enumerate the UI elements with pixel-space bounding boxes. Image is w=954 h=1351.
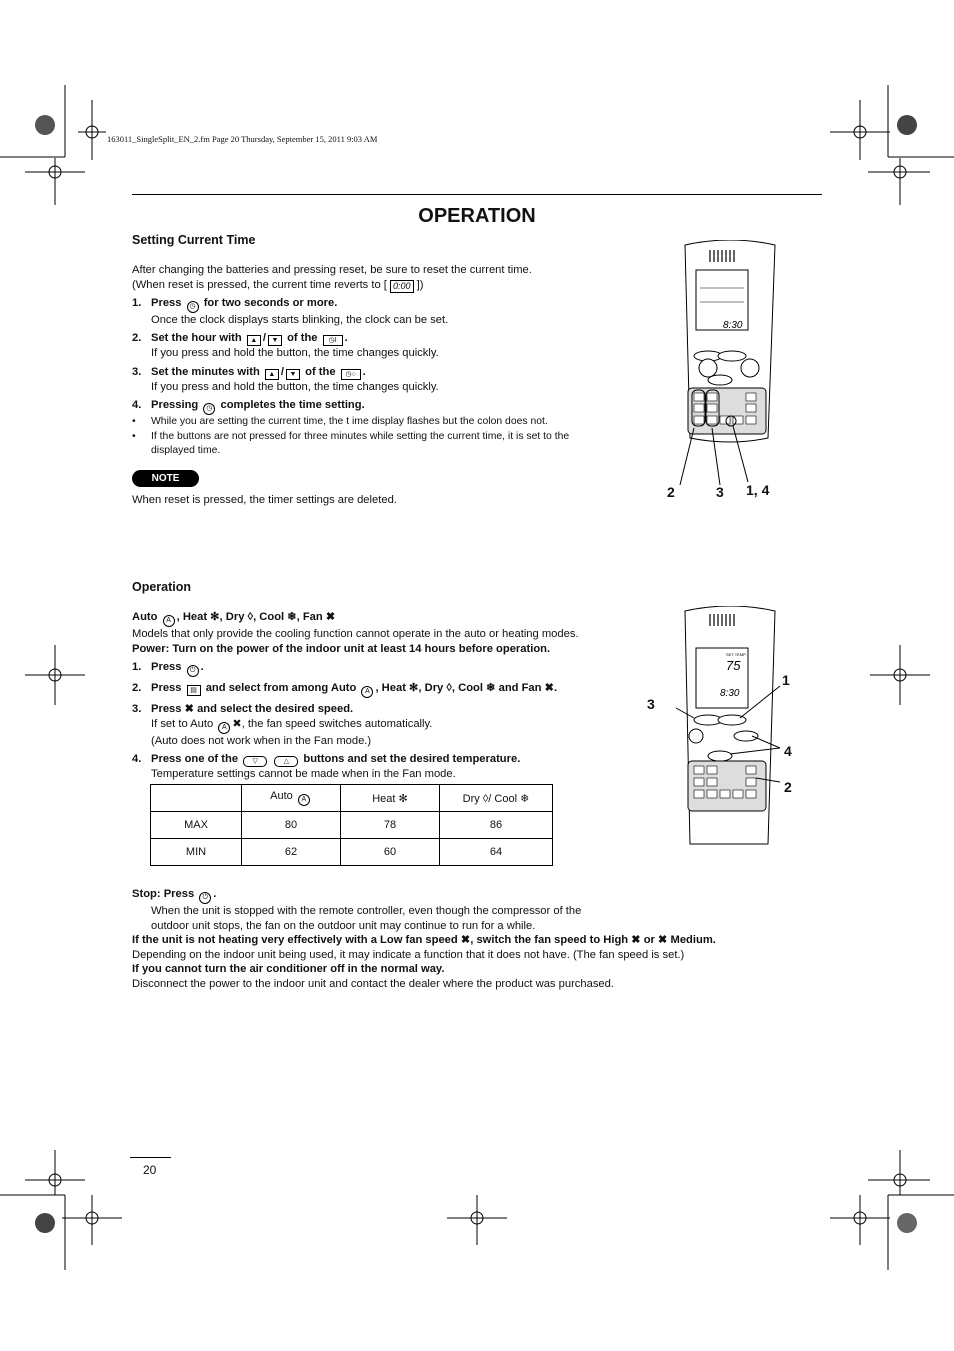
temp-down-icon: ▽: [243, 756, 267, 767]
callout-4: 4: [784, 743, 792, 759]
up-icon: ▲: [265, 369, 279, 380]
step-4: 4. Pressing ◷ completes the time setting.: [132, 398, 632, 415]
cool-icon: ❄: [287, 611, 297, 623]
stop-and-tips: Stop: Press ⏻ . When the unit is stopped with the remote controller, even though the compressor of the outdoor unit stops, the fan on the outdoor unit may continue to run for a while. If the unit is not heating very effectively with a Low fan speed ✖, switch the fan speed to High ✖ or ✖ Medium. Depending on the indoor unit being used, it may indicate a function that it does not have. (The fan speed is set.) If you cannot turn the air conditioner off in the normal way. Disconnect the power to the indoor unit and contact the dealer where the product was purchased.: [132, 888, 716, 990]
remote-time-display: 8:30: [723, 320, 743, 331]
clock-icon: ◷: [187, 301, 199, 313]
time-display-icon: 0:00: [390, 280, 414, 293]
table-row: MAX 80 78 86: [151, 812, 553, 839]
op-step-4: 4. Press one of the ▽ △ buttons and set the desired temperature. Temperature settings cannot be made when in the Fan mode.: [132, 753, 521, 780]
cooling-only-note: Models that only provide the cooling function cannot operate in the auto or heating modes.: [132, 628, 579, 640]
up-icon: ▲: [247, 335, 261, 346]
note-badge: NOTE: [132, 470, 199, 487]
minute-button-icon: ◷○: [341, 369, 361, 380]
time-instructions: [132, 263, 632, 459]
step-1: 1. Press ◷ for two seconds or more. Once the clock displays starts blinking, the clock can be set.: [132, 296, 449, 326]
callout-1: 1: [782, 672, 790, 688]
set-temp-label: SET TEMP.: [726, 652, 747, 657]
dry-icon: ◊: [247, 611, 254, 623]
op-step-2: 2. Press ▤ and select from among Auto A , Heat ✻, Dry ◊, Cool ❄ and Fan ✖.: [132, 681, 632, 698]
remote-temp-display: 75: [726, 658, 741, 673]
temp-up-icon: △: [274, 756, 298, 767]
fan-icon: ✖: [325, 611, 336, 623]
auto-icon: A: [163, 615, 175, 627]
footer-rule: [130, 1157, 171, 1158]
intro-line: After changing the batteries and pressing reset, be sure to reset the current time.: [132, 264, 532, 276]
file-header: 163011_SingleSplit_EN_2.fm Page 20 Thursday, September 15, 2011 9:03 AM: [107, 134, 378, 144]
page-number: 20: [143, 1163, 157, 1177]
down-icon: ▼: [268, 335, 282, 346]
remote-illustration-operation: [670, 606, 790, 846]
note-text: When reset is pressed, the timer settings are deleted.: [132, 494, 397, 506]
power-icon: ⏻: [187, 665, 199, 677]
callout-3: 3: [716, 484, 724, 500]
mode-list: Auto A , Heat ✻, Dry ◊, Cool ❄, Fan ✖: [132, 610, 632, 627]
table-row: MIN 62 60 64: [151, 839, 553, 866]
bullet-2: • If the buttons are not pressed for three minutes while setting the current time, it is set to the displayed time.: [132, 430, 570, 456]
auto-icon: A: [361, 686, 373, 698]
remote-time-display: 8:30: [720, 688, 740, 699]
header-rule: [132, 194, 822, 195]
heat-icon: ✻: [210, 611, 220, 623]
section-heading-time: Setting Current Time: [132, 233, 256, 247]
operation-instructions: [132, 610, 632, 782]
page-title: OPERATION: [418, 205, 536, 227]
fan-icon: ✖: [184, 703, 194, 715]
callout-2: 2: [784, 779, 792, 795]
temperature-range-table: [150, 784, 553, 866]
auto-icon: A: [218, 722, 230, 734]
clock-icon: ◷: [203, 403, 215, 415]
intro-line-2: (When reset is pressed, the current time reverts to [ 0:00 ]): [132, 278, 424, 291]
table-header-row: Auto A Heat ✻ Dry ◊/ Cool ❄: [151, 785, 553, 812]
mode-button-icon: ▤: [187, 685, 201, 696]
power-icon: ⏻: [199, 892, 211, 904]
down-icon: ▼: [286, 369, 300, 380]
callout-2: 2: [667, 484, 675, 500]
hour-button-icon: ◷I: [323, 335, 343, 346]
bullet-1: • While you are setting the current time, the t ime display flashes but the colon does not.: [132, 416, 548, 427]
power-note: Power: Turn on the power of the indoor unit at least 14 hours before operation.: [132, 642, 551, 655]
op-step-3: 3. Press ✖ and select the desired speed. If set to Auto A ✖, the fan speed switches automatically. (Auto does not work when in the Fan mode.): [132, 703, 433, 747]
callout-3: 3: [647, 696, 655, 712]
op-step-1: 1. Press ⏻ .: [132, 660, 632, 677]
section-heading-operation: Operation: [132, 580, 192, 594]
callout-1-4: 1, 4: [746, 482, 770, 498]
step-3: 3. Set the minutes with ▲ / ▼ of the ◷○ . If you press and hold the button, the time changes quickly.: [132, 365, 439, 393]
remote-illustration-time: [670, 240, 790, 500]
step-2: 2. Set the hour with ▲ / ▼ of the ◷I . If you press and hold the button, the time changes quickly.: [132, 332, 439, 359]
